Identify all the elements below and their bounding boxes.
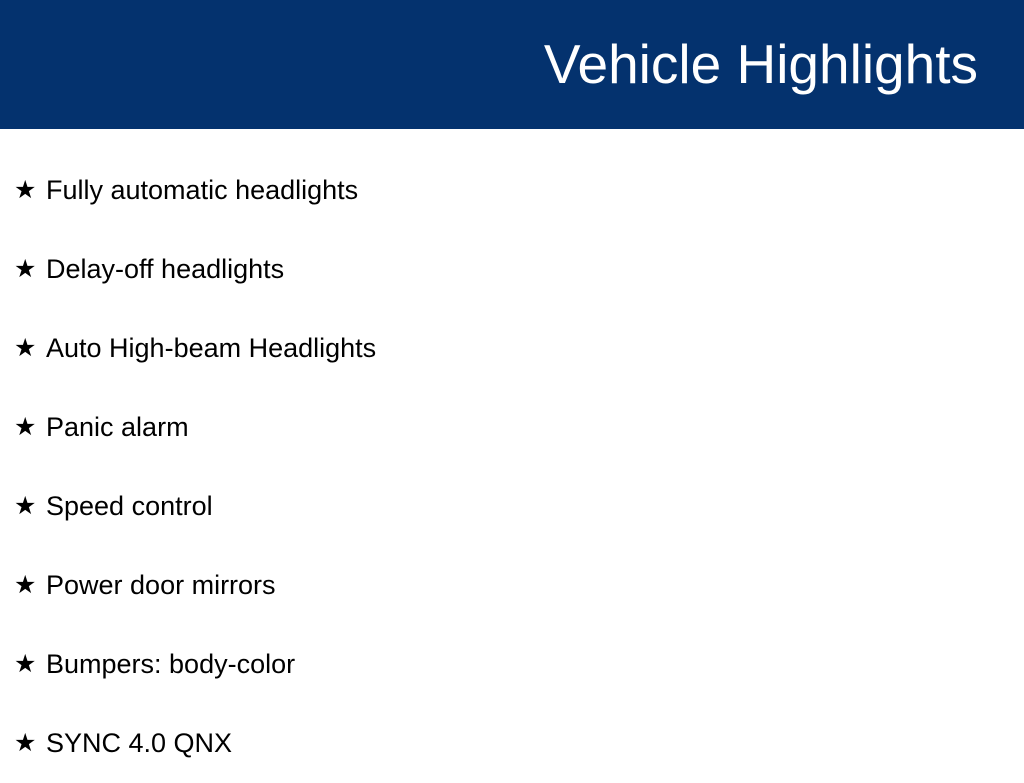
list-item bbox=[0, 546, 1024, 625]
highlights-list bbox=[0, 129, 1024, 783]
star-icon: ★ bbox=[14, 255, 37, 283]
star-icon: ★ bbox=[14, 413, 37, 441]
list-item-label: Auto High-beam Headlights bbox=[46, 332, 377, 363]
list-item-label: Bumpers: body-color bbox=[46, 648, 296, 679]
list-item bbox=[0, 151, 1024, 230]
star-icon: ★ bbox=[14, 729, 37, 757]
list-item bbox=[0, 467, 1024, 546]
star-icon: ★ bbox=[14, 571, 37, 599]
list-item-label: Power door mirrors bbox=[46, 569, 276, 600]
page-title: Vehicle Highlights bbox=[543, 32, 978, 95]
list-item-label: SYNC 4.0 QNX bbox=[46, 727, 233, 758]
star-icon: ★ bbox=[14, 176, 37, 204]
star-icon: ★ bbox=[14, 650, 37, 678]
slide-header bbox=[0, 0, 1024, 129]
list-item-label: Speed control bbox=[46, 490, 213, 521]
list-item bbox=[0, 309, 1024, 388]
list-item bbox=[0, 704, 1024, 783]
list-item bbox=[0, 625, 1024, 704]
star-icon: ★ bbox=[14, 334, 37, 362]
list-item-label: Delay-off headlights bbox=[46, 253, 285, 284]
star-icon: ★ bbox=[14, 492, 37, 520]
list-item-label: Fully automatic headlights bbox=[46, 174, 359, 205]
list-item-label: Panic alarm bbox=[46, 411, 189, 442]
list-item bbox=[0, 388, 1024, 467]
list-item bbox=[0, 230, 1024, 309]
